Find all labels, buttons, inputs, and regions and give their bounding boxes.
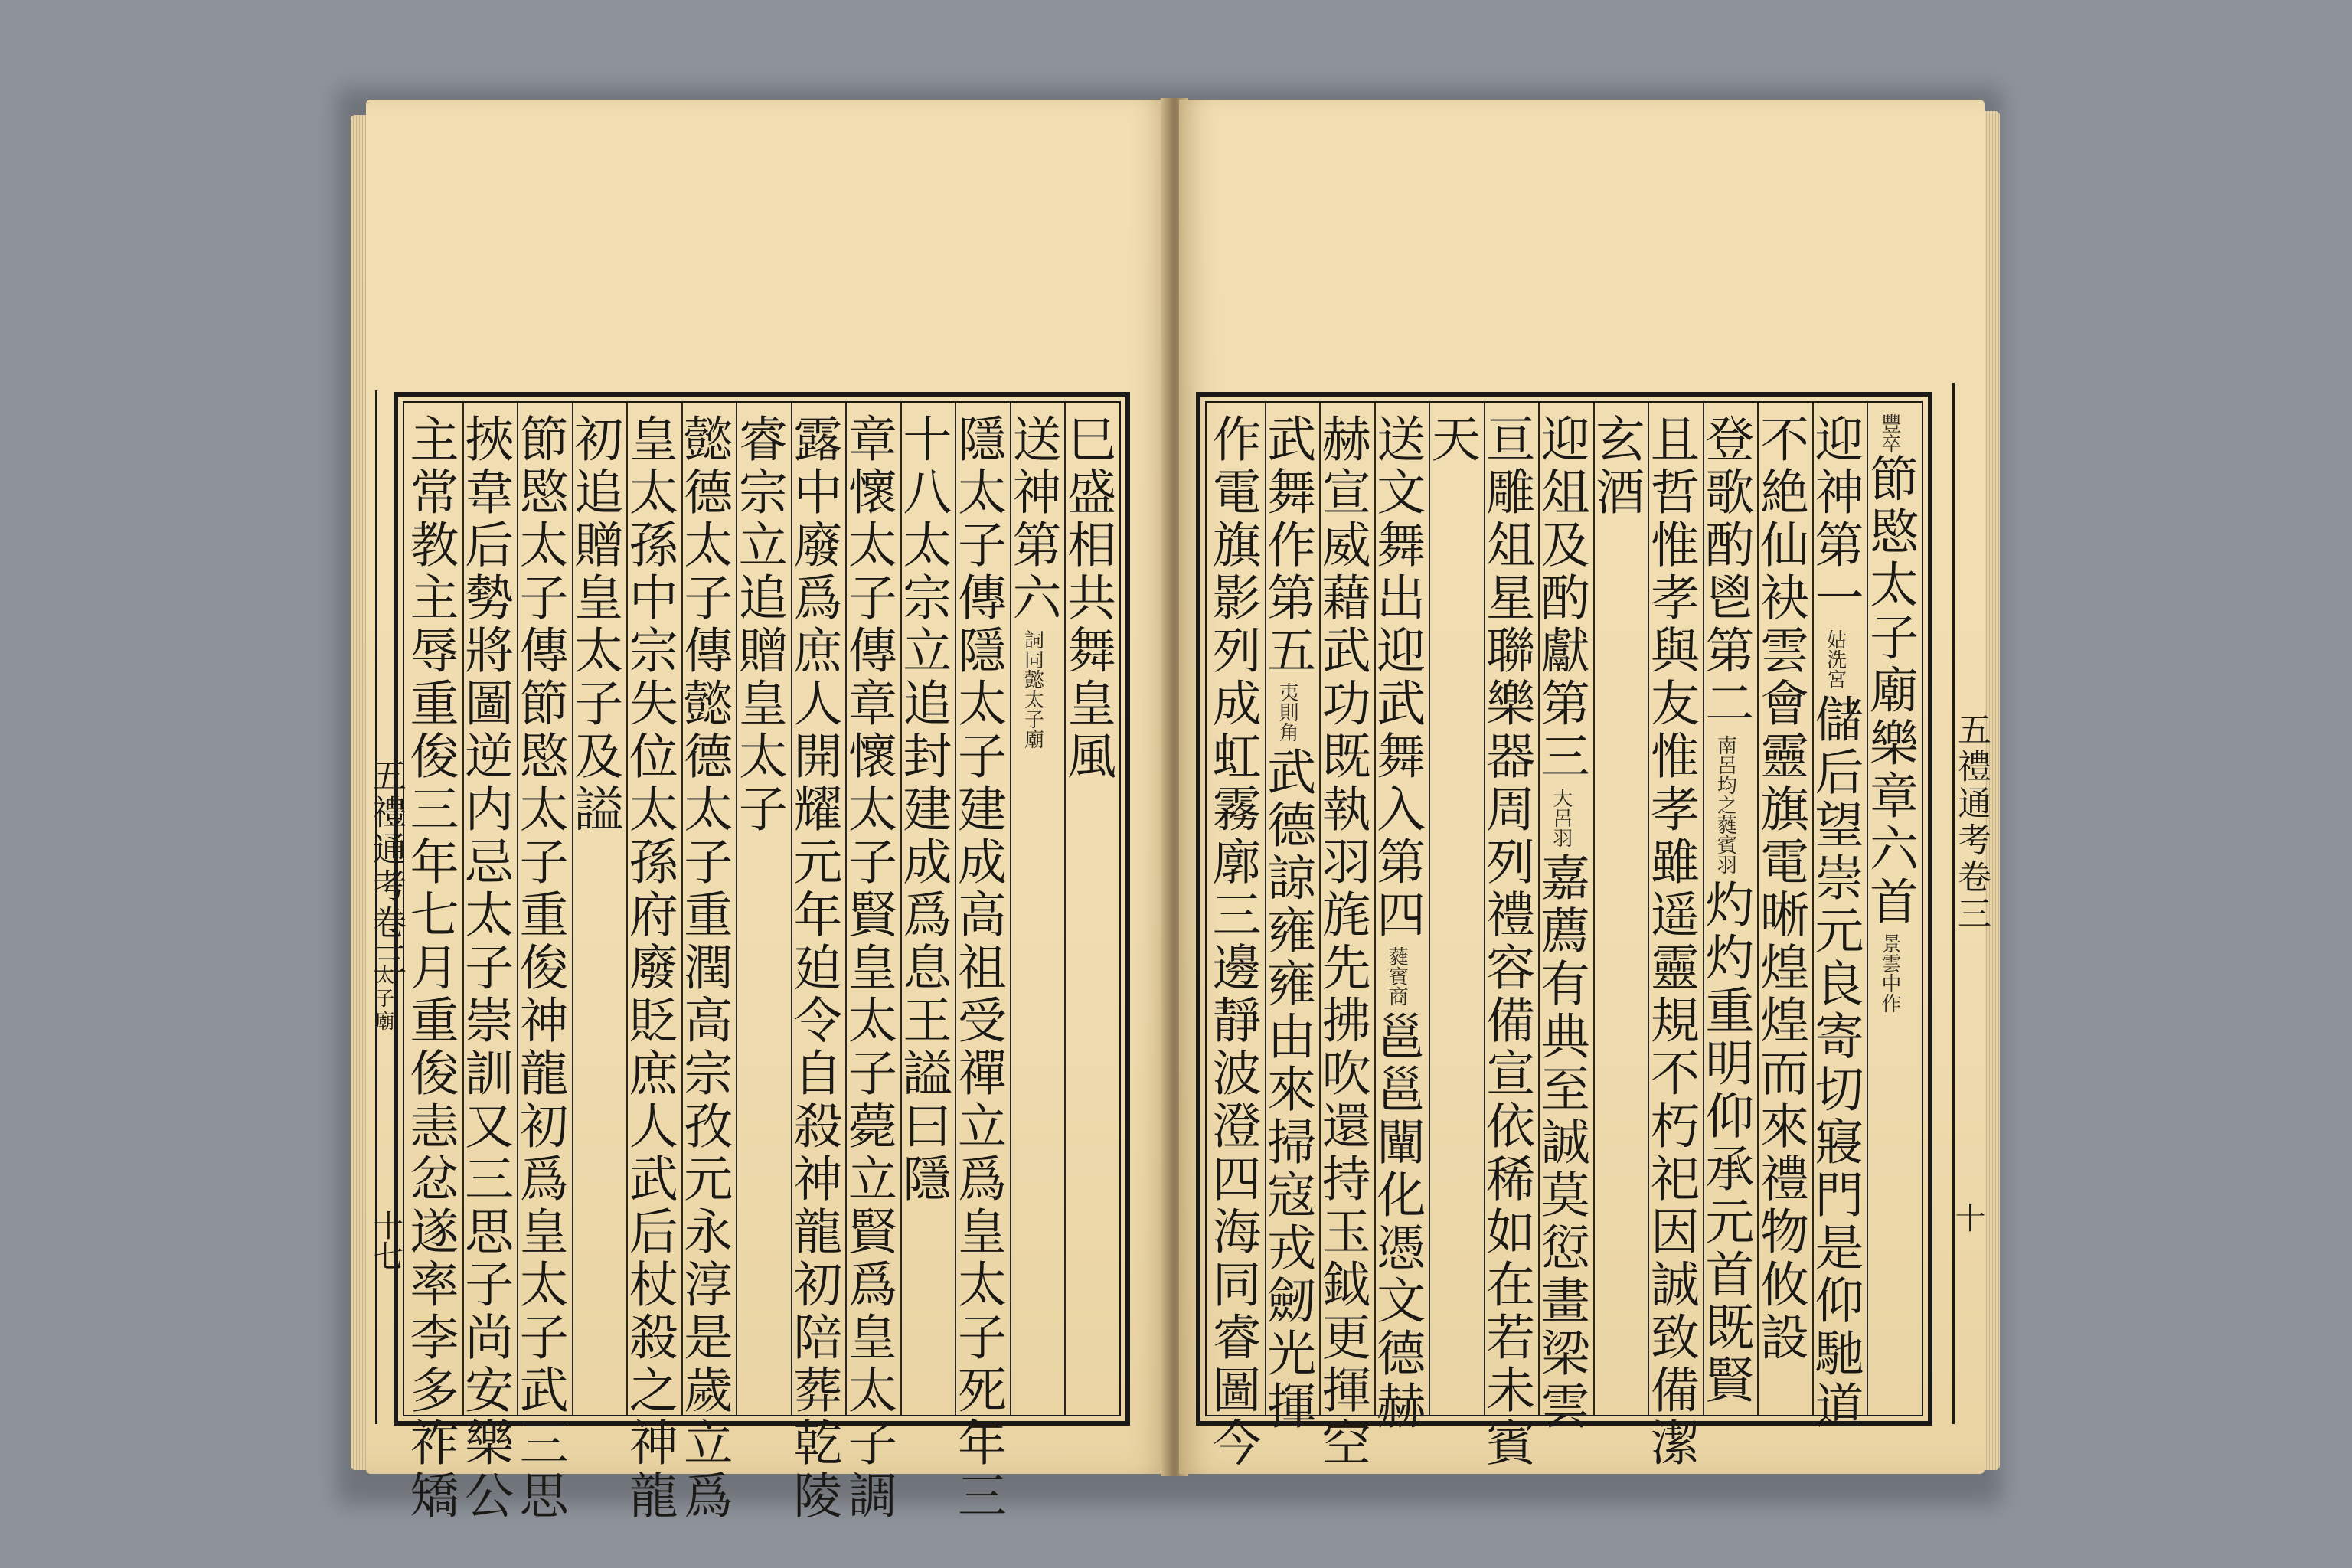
text-column bbox=[1642, 403, 1703, 1470]
column-text: 且哲惟孝與友惟孝雖遥靈規不朽祀因誠致備潔 bbox=[1642, 413, 1699, 1470]
text-column bbox=[401, 403, 462, 1523]
text-column bbox=[1059, 403, 1119, 1415]
column-text: 亘雕俎星聯樂器周列禮容備宣依稀如在若未賓 bbox=[1478, 413, 1535, 1470]
column-text: 懿德太子傳懿德太子重潤高宗孜元永淳是歲立爲 bbox=[675, 413, 733, 1523]
column-text: 送文舞出迎武舞入第四 bbox=[1368, 413, 1426, 942]
interlinear-note: 詞同懿太子廟 bbox=[1021, 629, 1044, 749]
text-column bbox=[1478, 403, 1539, 1470]
text-column bbox=[456, 403, 518, 1523]
text-column bbox=[620, 403, 681, 1523]
text-column bbox=[839, 403, 900, 1523]
text-frame bbox=[394, 392, 1130, 1523]
text-column bbox=[1806, 403, 1867, 1433]
column-text: 巳盛相共舞皇風 bbox=[1059, 413, 1116, 783]
text-column bbox=[730, 403, 791, 1415]
column-text: 天 bbox=[1423, 413, 1480, 466]
text-column bbox=[1313, 403, 1374, 1470]
column-text: 玄酒 bbox=[1587, 413, 1645, 519]
interlinear-note: 蕤賓商 bbox=[1385, 946, 1409, 1006]
column-text: 不絶仙袂雲會靈旗電晰煌煌而來禮物攸設 bbox=[1751, 413, 1808, 1364]
folio-number: 十七 bbox=[368, 1210, 403, 1271]
text-column bbox=[785, 403, 846, 1523]
text-column bbox=[675, 403, 737, 1523]
column-text-continued: 武德諒雍雍由來掃寇戎劒光揮 bbox=[1259, 746, 1316, 1433]
column-text-continued: 邕邕闡化憑文德赫 bbox=[1368, 1011, 1426, 1433]
text-column bbox=[1004, 403, 1065, 1415]
left-page bbox=[366, 100, 1170, 1523]
column-text: 赫宣威藉武功既執羽旄先拂吹還持玉鉞更揮空 bbox=[1313, 413, 1370, 1470]
column-text-continued: 灼灼重明仰承元首既賢 bbox=[1697, 879, 1754, 1407]
text-column bbox=[1368, 403, 1429, 1433]
column-text: 登歌酌鬯第二 bbox=[1697, 413, 1754, 730]
column-container bbox=[1204, 403, 1922, 1470]
column-text: 隱太子傳隱太子建成高祖受禪立爲皇太子死年三 bbox=[949, 413, 1006, 1523]
column-text-continued: 嘉薦有典至誠莫愆畫梁雲 bbox=[1532, 852, 1589, 1433]
column-text: 迎神第一 bbox=[1806, 413, 1864, 625]
column-text: 十八太宗立追封建成爲息王謚曰隱 bbox=[894, 413, 952, 1206]
text-column bbox=[949, 403, 1010, 1523]
interlinear-note: 大呂羽 bbox=[1549, 788, 1573, 848]
text-column bbox=[1532, 403, 1593, 1433]
column-text-continued: 儲后望崇元良寄切寢門是仰馳道 bbox=[1806, 694, 1864, 1433]
spine-title: 五禮通考卷三 bbox=[1952, 712, 1991, 933]
column-text: 露中廢爲庶人開耀元年廹令自殺神龍初陪葬乾陵 bbox=[785, 413, 842, 1523]
column-container bbox=[401, 403, 1119, 1523]
text-column bbox=[511, 403, 572, 1523]
interlinear-note: 夷則角 bbox=[1276, 682, 1299, 742]
spine-section: 太子廟 bbox=[371, 965, 394, 1034]
text-frame bbox=[1196, 392, 1932, 1470]
column-text: 節愍太子傳節愍太子重俊神龍初爲皇太子武三思 bbox=[511, 413, 568, 1523]
column-text: 節愍太子廟樂章六首 bbox=[1861, 453, 1918, 929]
text-column bbox=[1697, 403, 1758, 1415]
text-column bbox=[1204, 403, 1265, 1470]
interlinear-note: 姑洗宮 bbox=[1823, 629, 1847, 689]
column-text: 主常教主辱重俊三年七月重俊恚忿遂率李多祚矯 bbox=[401, 413, 459, 1523]
column-text: 皇太孫中宗失位太孫府廢貶庶人武后杖殺之神龍 bbox=[620, 413, 678, 1523]
column-text: 睿宗立追贈皇太子 bbox=[730, 413, 787, 836]
text-column bbox=[1751, 403, 1812, 1415]
folio-number: 十 bbox=[1950, 1202, 1985, 1233]
interlinear-note: 南呂均之蕤賓羽 bbox=[1713, 735, 1737, 874]
column-text: 初追贈皇太子及謚 bbox=[566, 413, 623, 836]
column-text: 挾韋后勢將圖逆内忌太子崇訓又三思子尚安樂公 bbox=[456, 413, 514, 1523]
column-text: 作電旗影列成虹霧廓三邊靜波澄四海同睿圖今 bbox=[1204, 413, 1261, 1470]
column-text: 武舞作第五 bbox=[1259, 413, 1316, 678]
column-text: 章懷太子傳章懷太子賢皇太子薨立賢爲皇太子調 bbox=[839, 413, 897, 1523]
column-text: 迎俎及酌獻第三 bbox=[1532, 413, 1589, 783]
text-column bbox=[1861, 403, 1922, 1415]
text-column bbox=[566, 403, 627, 1415]
column-label: 豐卒 bbox=[1878, 413, 1901, 453]
text-column bbox=[1587, 403, 1648, 1415]
text-column bbox=[1259, 403, 1320, 1433]
right-page bbox=[1179, 100, 1991, 1474]
spine-title: 五禮通考卷三 bbox=[367, 758, 406, 978]
text-column bbox=[1423, 403, 1484, 1415]
column-text: 送神第六 bbox=[1004, 413, 1061, 625]
text-column bbox=[894, 403, 956, 1415]
interlinear-note: 景雲中作 bbox=[1878, 933, 1901, 1013]
